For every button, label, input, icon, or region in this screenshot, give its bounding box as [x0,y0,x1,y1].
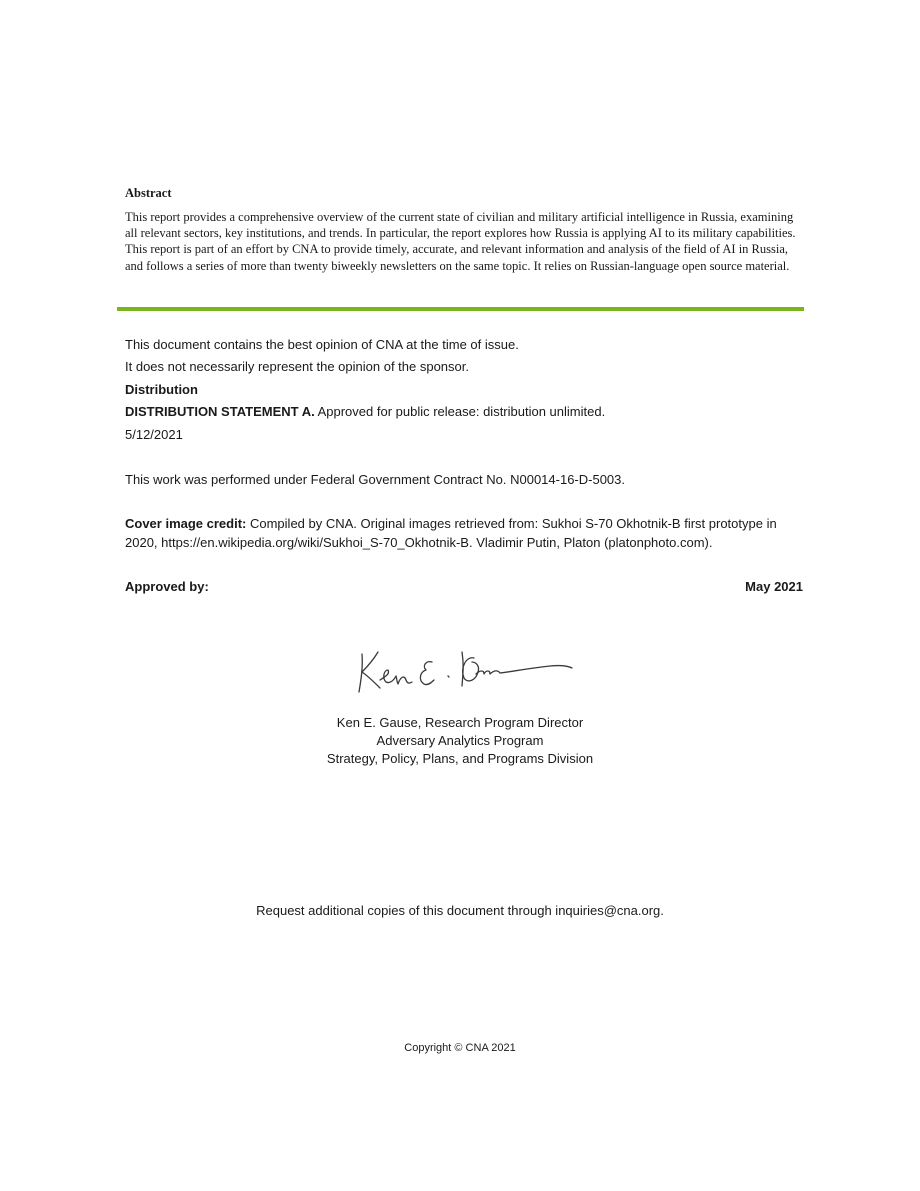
approved-by-label: Approved by: [125,579,209,594]
issue-date: 5/12/2021 [125,427,183,442]
signer-division: Strategy, Policy, Plans, and Programs Division [326,751,594,766]
distribution-statement [125,403,605,421]
abstract-heading: Abstract [125,186,172,200]
copyright: Copyright © CNA 2021 [404,1042,516,1054]
cover-credit-label: Cover image credit: [125,516,247,531]
distribution-heading: Distribution [125,382,198,397]
request-copies: Request additional copies of this document through inquiries@cna.org. [256,903,664,918]
distribution-label: DISTRIBUTION STATEMENT A. [125,404,315,419]
signer-program: Adversary Analytics Program [376,733,544,748]
sponsor-disclaimer: It does not necessarily represent the opinion of the sponsor. [125,359,469,374]
signer-block [0,714,920,768]
opinion-notice: This document contains the best opinion of CNA at the time of issue. [125,337,519,352]
signature-image [350,640,580,700]
abstract-body: This report provides a comprehensive overview of the current state of civilian and military artificial intelligence in Russia, examining all relevant sectors, key institutions, and trends. In particular, the report explores how Russia is applying AI to its military capabilities. This report is part of an effort by CNA to provide timely, accurate, and relevant information and analysis of the field of AI in Russia, and follows a series of more than twenty biweekly newsletters on the same topic. It relies on Russian-language open source material. [125,210,796,273]
cover-image-credit [125,514,810,552]
cover-credit-text: Compiled by CNA. Original images retrieved from: Sukhoi S-70 Okhotnik-B first prototype in 2020, https://en.wikipedia.org/wiki/Sukhoi_S-70_Okhotnik-B. Vladimir Putin, Platon (platonphoto.com). [125,516,777,550]
signer-name: Ken E. Gause, Research Program Director [336,715,584,730]
contract-statement: This work was performed under Federal Government Contract No. N00014-16-D-5003. [125,472,626,487]
approval-date: May 2021 [745,579,803,594]
green-divider [117,307,804,311]
distribution-text: Approved for public release: distribution unlimited. [314,404,606,419]
